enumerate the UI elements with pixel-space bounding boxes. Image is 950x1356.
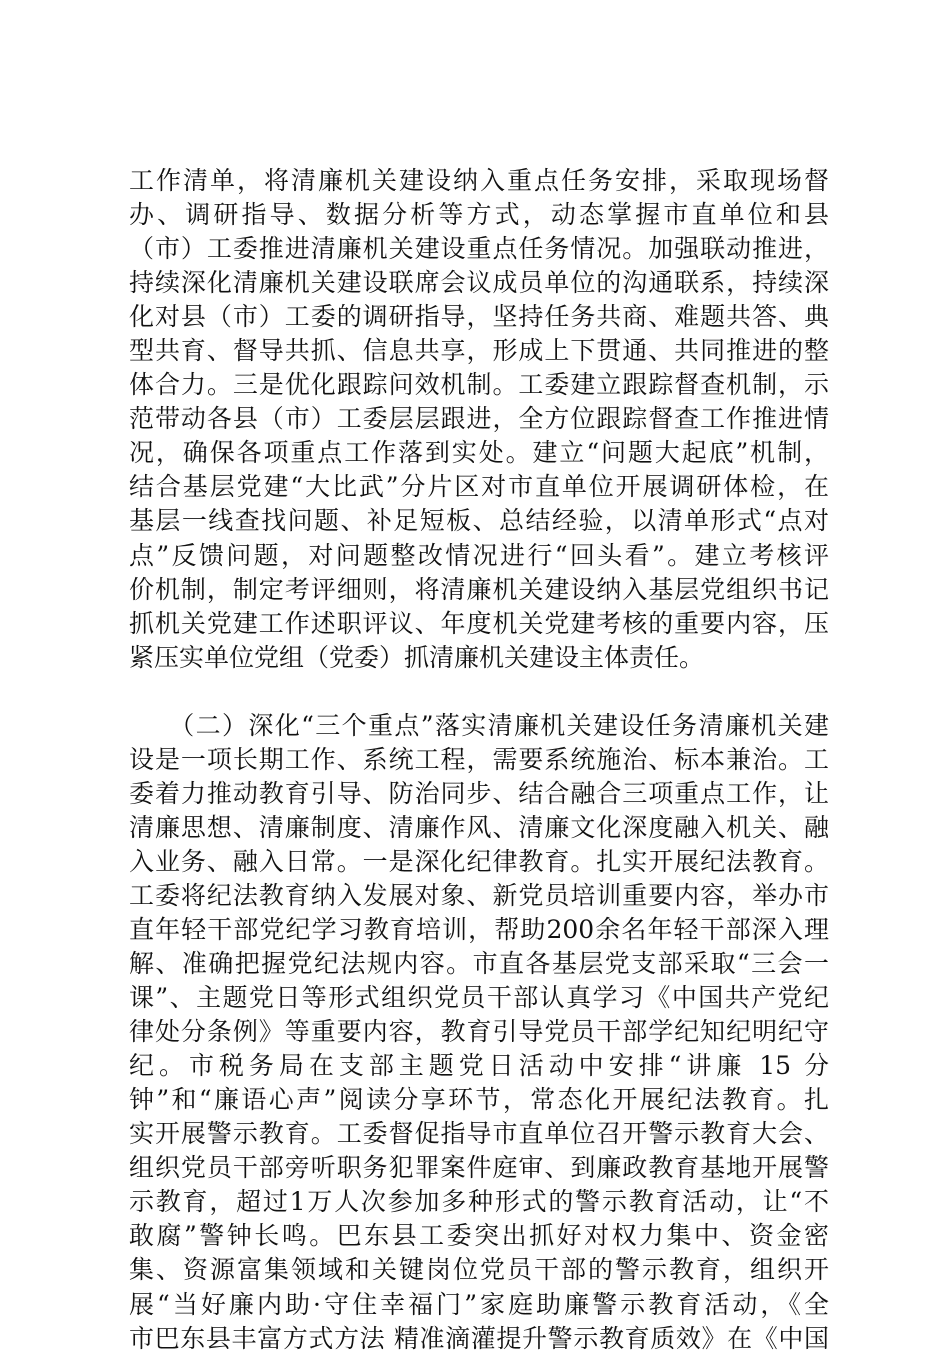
text-line: 点”反馈问题，对问题整改情况进行“回头看”。建立考核评 bbox=[129, 540, 829, 570]
text-line: 入业务、融入日常。一是深化纪律教育。扎实开展纪法教育。 bbox=[129, 846, 829, 876]
text-line: 持续深化清廉机关建设联席会议成员单位的沟通联系，持续深 bbox=[129, 268, 829, 298]
text-line: （市）工委推进清廉机关建设重点任务情况。加强联动推进， bbox=[129, 234, 829, 264]
paragraph-2 bbox=[129, 709, 829, 1356]
text-line: 纪。市税务局在支部主题党日活动中安排“讲廉 15 分 bbox=[129, 1051, 829, 1081]
text-line: 基层一线查找问题、补足短板、总结经验，以清单形式“点对 bbox=[129, 506, 829, 536]
text-line: 市巴东县丰富方式方法 精准滴灌提升警示教育质效》在《中国 bbox=[129, 1323, 829, 1353]
text-line: 实开展警示教育。工委督促指导市直单位召开警示教育大会、 bbox=[129, 1119, 829, 1149]
text-line: 直年轻干部党纪学习教育培训，帮助200余名年轻干部深入理 bbox=[129, 914, 829, 944]
text-line: 紧压实单位党组（党委）抓清廉机关建设主体责任。 bbox=[129, 642, 705, 672]
text-line: 清廉思想、清廉制度、清廉作风、清廉文化深度融入机关、融 bbox=[129, 812, 829, 842]
text-line: 价机制，制定考评细则，将清廉机关建设纳入基层党组织书记 bbox=[129, 574, 829, 604]
text-line: 体合力。三是优化跟踪问效机制。工委建立跟踪督查机制，示 bbox=[129, 370, 829, 400]
text-line: 示教育，超过1万人次参加多种形式的警示教育活动，让“不 bbox=[129, 1187, 829, 1217]
text-line: 集、资源富集领域和关键岗位党员干部的警示教育，组织开 bbox=[129, 1255, 829, 1285]
text-line: 范带动各县（市）工委层层跟进，全方位跟踪督查工作推进情 bbox=[129, 404, 829, 434]
text-line: 解、准确把握党纪法规内容。市直各基层党支部采取“三会一 bbox=[129, 949, 829, 979]
text-line: 化对县（市）工委的调研指导，坚持任务共商、难题共答、典 bbox=[129, 302, 829, 332]
text-line: 抓机关党建工作述职评议、年度机关党建考核的重要内容，压 bbox=[129, 608, 829, 638]
text-line: 结合基层党建“大比武”分片区对市直单位开展调研体检，在 bbox=[129, 472, 829, 502]
text-line: 敢腐”警钟长鸣。巴东县工委突出抓好对权力集中、资金密 bbox=[129, 1221, 829, 1251]
paragraph-spacer bbox=[129, 675, 829, 709]
document-body bbox=[129, 164, 829, 1356]
text-line: 律处分条例》等重要内容，教育引导党员干部学纪知纪明纪守 bbox=[129, 1017, 829, 1047]
text-line: 工作清单，将清廉机关建设纳入重点任务安排，采取现场督 bbox=[129, 166, 829, 195]
text-line: 课”、主题党日等形式组织党员干部认真学习《中国共产党纪 bbox=[129, 983, 829, 1013]
text-line: 办、调研指导、数据分析等方式，动态掌握市直单位和县 bbox=[129, 200, 829, 230]
text-line: 设是一项长期工作、系统工程，需要系统施治、标本兼治。工 bbox=[129, 744, 829, 774]
text-line: 况，确保各项重点工作落到实处。建立“问题大起底”机制， bbox=[129, 438, 829, 468]
text-line: （二）深化“三个重点”落实清廉机关建设任务清廉机关建 bbox=[129, 710, 829, 740]
text-line: 组织党员干部旁听职务犯罪案件庭审、到廉政教育基地开展警 bbox=[129, 1153, 829, 1183]
text-line: 展“当好廉内助·守住幸福门”家庭助廉警示教育活动，《全 bbox=[129, 1289, 829, 1319]
text-line: 工委将纪法教育纳入发展对象、新党员培训重要内容，举办市 bbox=[129, 880, 829, 910]
text-line: 型共育、督导共抓、信息共享，形成上下贯通、共同推进的整 bbox=[129, 336, 829, 366]
text-line: 钟”和“廉语心声”阅读分享环节，常态化开展纪法教育。扎 bbox=[129, 1085, 829, 1115]
text-line: 委着力推动教育引导、防治同步、结合融合三项重点工作，让 bbox=[129, 778, 829, 808]
paragraph-1 bbox=[129, 164, 829, 675]
